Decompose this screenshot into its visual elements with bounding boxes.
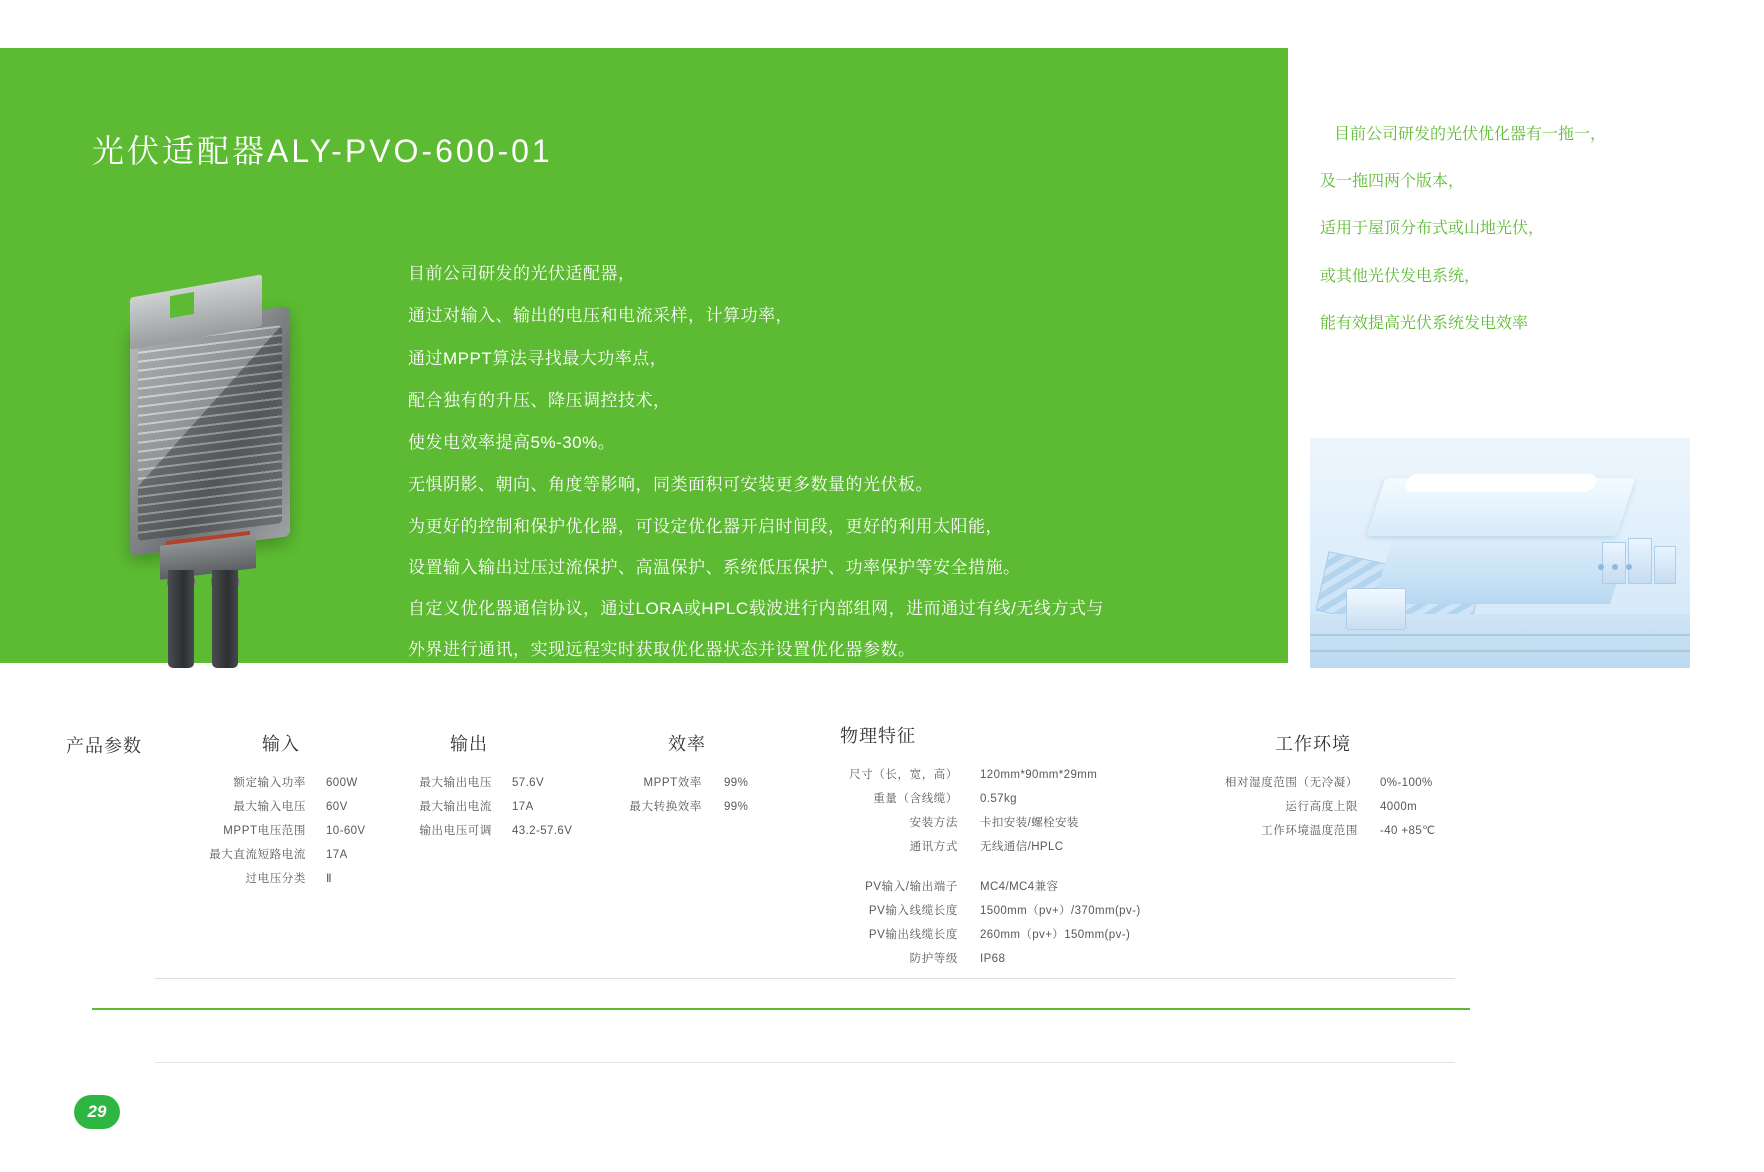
photo-ground-line [1310,650,1690,652]
hero-paragraph: 自定义优化器通信协议，通过LORA或HPLC载波进行内部组网，进而通过有线/无线方式与 [408,599,1104,618]
spec-value: IP68 [980,953,1006,965]
spec-row [188,870,365,886]
right-paragraph: 或其他光伏发电系统， [1320,267,1481,285]
spec-label: 尺寸（长，宽，高） [849,769,958,781]
application-photo [1310,438,1690,668]
right-description [1320,125,1720,361]
spec-label: 相对湿度范围（无冷凝） [1224,777,1358,789]
spec-label: 安装方法 [909,817,958,829]
photo-roof-ridge [1403,474,1599,492]
spec-value: MC4/MC4兼容 [980,881,1059,893]
spec-row [826,950,1141,966]
spec-rows-environment [1198,774,1435,846]
photo-detail-dot [1598,564,1604,570]
product-cable-right [212,570,238,668]
spec-value: 4000m [1380,801,1418,813]
hero-paragraph: 无惧阴影、朝向、角度等影响，同类面积可安装更多数量的光伏板。 [408,475,933,495]
spec-value: 99% [724,777,749,789]
hero-paragraph: 使发电效率提高5%-30%。 [408,433,616,452]
spec-row [188,798,365,814]
photo-equipment-box [1654,546,1676,584]
spec-row [188,846,365,862]
spec-label: 最大直流短路电流 [209,849,306,861]
spec-row [826,814,1097,830]
spec-label: 防护等级 [909,953,958,965]
spec-row [188,774,365,790]
spec-value: 0.57kg [980,793,1017,805]
spec-label: 重量（含线缆） [873,793,958,805]
photo-inverter-unit [1346,588,1406,630]
right-paragraph: 及一拖四两个版本， [1320,173,1465,191]
hero-paragraph: 通过对输入、输出的电压和电流采样，计算功率， [408,306,793,326]
spec-value: 卡扣安装/螺栓安装 [980,817,1079,829]
photo-equipment-box [1628,538,1652,584]
spec-row [826,766,1097,782]
photo-ground-line [1310,634,1690,636]
divider-accent [92,1008,1470,1010]
spec-label: 最大输出电压 [419,777,492,789]
hero-paragraph-group-2 [408,474,1228,660]
product-photo [108,278,328,668]
spec-value: 99% [724,801,749,813]
spec-value: 260mm（pv+）150mm(pv-) [980,929,1131,941]
spec-row [404,798,572,814]
spec-row [188,822,365,838]
spec-value: 17A [512,801,534,813]
spec-column-head-output: 输出 [450,734,488,754]
photo-detail-dot [1626,564,1632,570]
spec-rows-physical-secondary [826,878,1141,974]
photo-equipment-box [1602,542,1626,584]
right-paragraph: 能有效提高光伏系统发电效率 [1320,314,1529,332]
spec-label: PV输入/输出端子 [865,881,958,893]
spec-rows-input [188,774,365,894]
spec-value: 120mm*90mm*29mm [980,769,1098,781]
hero-paragraph: 为更好的控制和保护优化器，可设定优化器开启时间段，更好的利用太阳能， [408,516,1003,536]
spec-value: 无线通信/HPLC [980,841,1064,853]
spec-value: 0%-100% [1380,777,1433,789]
spec-label: 最大输出电流 [419,801,492,813]
hero-paragraph: 目前公司研发的光伏适配器， [408,264,636,283]
product-top-notch [170,292,194,318]
spec-label: 输出电压可调 [419,825,492,837]
spec-row [618,798,748,814]
divider-top [155,978,1455,979]
hero-paragraph: 配合独有的升压、降压调控技术， [408,390,671,410]
spec-row [1198,774,1435,790]
photo-detail-dot [1612,564,1618,570]
spec-value: 43.2-57.6V [512,825,573,837]
spec-value: 57.6V [512,777,545,789]
spec-row [826,790,1097,806]
right-paragraph: 适用于屋顶分布式或山地光伏， [1320,220,1545,238]
spec-value: Ⅱ [326,873,333,885]
spec-column-head-input: 输入 [262,734,300,754]
spec-label: 最大转换效率 [629,801,702,813]
spec-row [826,878,1141,894]
right-paragraph: 目前公司研发的光伏优化器有一拖一， [1334,126,1607,143]
spec-rows-output [404,774,572,846]
spec-row [404,774,572,790]
spec-label: MPPT效率 [643,777,702,789]
hero-paragraph: 外界进行通讯，实现远程实时获取优化器状态并设置优化器参数。 [408,640,916,660]
hero-panel [0,48,1288,663]
spec-value: -40 +85℃ [1380,825,1436,837]
spec-label: 额定输入功率 [233,777,306,789]
product-cable-left [168,570,194,668]
spec-value: 60V [326,801,348,813]
spec-row [1198,798,1435,814]
product-heatsink-shading [138,325,282,541]
photo-building-body [1372,530,1634,604]
spec-column-head-efficiency: 效率 [668,734,706,754]
spec-row [618,774,748,790]
spec-label: MPPT电压范围 [223,825,306,837]
spec-column-head-environment: 工作环境 [1275,734,1351,754]
spec-label: 通讯方式 [909,841,958,853]
spec-value: 1500mm（pv+）/370mm(pv-) [980,905,1141,917]
page-title: 光伏适配器ALY-PVO-600-01 [92,133,553,169]
spec-row [826,838,1097,854]
spec-label: 过电压分类 [245,873,306,885]
spec-label: PV输入线缆长度 [868,905,958,917]
spec-label: 最大输入电压 [233,801,306,813]
spec-column-head-physical: 物理特征 [840,726,916,746]
spec-table-title: 产品参数 [66,736,142,756]
spec-label: PV输出线缆长度 [868,929,958,941]
hero-paragraph: 通过MPPT算法寻找最大功率点， [408,348,668,368]
hero-description [408,263,1228,681]
hero-paragraph: 设置输入输出过压过流保护、高温保护、系统低压保护、功率保护等安全措施。 [408,557,1021,577]
spec-row [1198,822,1435,838]
spec-rows-efficiency [618,774,748,822]
spec-row [826,926,1141,942]
spec-table [0,700,1764,1000]
page-number-badge: 29 [74,1095,120,1129]
spec-label: 工作环境温度范围 [1261,825,1358,837]
spec-value: 10-60V [326,825,366,837]
spec-row [404,822,572,838]
spec-value: 17A [326,849,348,861]
divider-bottom [155,1062,1455,1063]
spec-rows-physical [826,766,1097,862]
spec-value: 600W [326,777,358,789]
spec-label: 运行高度上限 [1285,801,1358,813]
hero-paragraph-group-1 [408,263,1228,453]
spec-row [826,902,1141,918]
